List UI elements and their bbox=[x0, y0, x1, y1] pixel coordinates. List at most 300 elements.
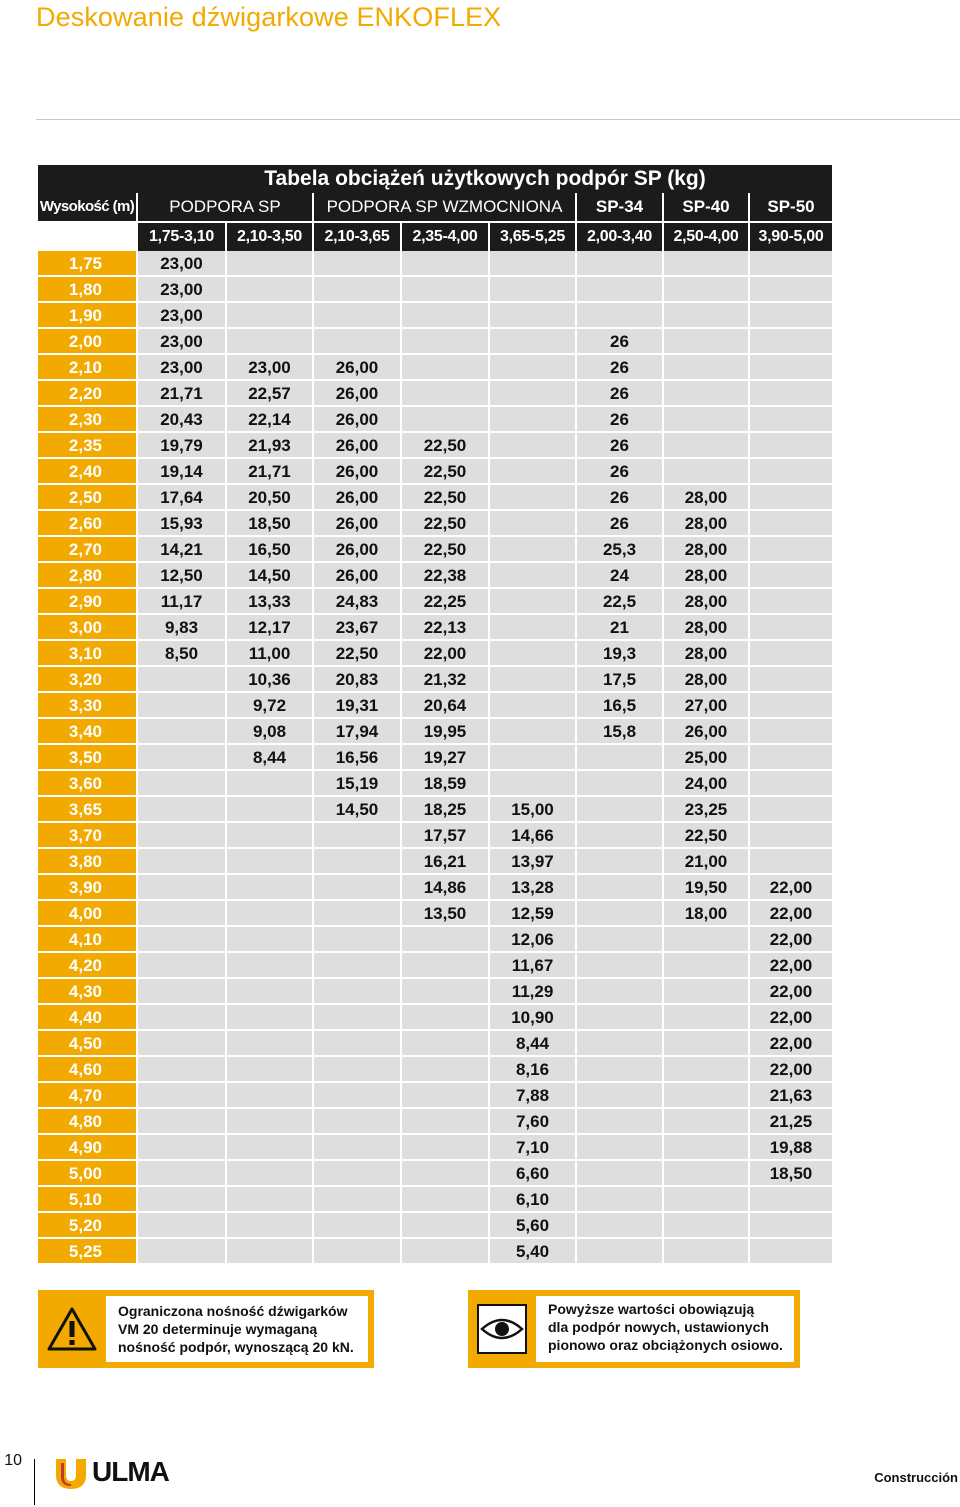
load-cell bbox=[314, 849, 402, 875]
load-cell: 22,00 bbox=[750, 1031, 832, 1057]
table-row bbox=[38, 407, 832, 433]
load-cell bbox=[664, 1057, 750, 1083]
load-cell bbox=[490, 433, 577, 459]
load-cell: 28,00 bbox=[664, 641, 750, 667]
load-cell bbox=[138, 667, 227, 693]
table-row bbox=[38, 563, 832, 589]
load-cell bbox=[664, 1031, 750, 1057]
load-cell bbox=[138, 1187, 227, 1213]
load-cell bbox=[138, 849, 227, 875]
load-cell bbox=[490, 303, 577, 329]
load-cell bbox=[138, 823, 227, 849]
table-row bbox=[38, 901, 832, 927]
load-cell bbox=[314, 1031, 402, 1057]
load-cell bbox=[577, 1005, 664, 1031]
table-row bbox=[38, 1239, 832, 1265]
load-cell bbox=[314, 277, 402, 303]
load-cell: 15,8 bbox=[577, 719, 664, 745]
height-cell: 1,90 bbox=[38, 303, 138, 329]
load-cell bbox=[227, 329, 314, 355]
load-cell bbox=[664, 1239, 750, 1265]
load-cell bbox=[402, 381, 490, 407]
load-cell bbox=[577, 1239, 664, 1265]
range-cell: 3,90-5,00 bbox=[758, 228, 824, 245]
load-cell: 27,00 bbox=[664, 693, 750, 719]
table-row bbox=[38, 797, 832, 823]
table-row bbox=[38, 277, 832, 303]
load-cell: 18,25 bbox=[402, 797, 490, 823]
load-cell: 26 bbox=[577, 407, 664, 433]
table-range-header bbox=[38, 223, 832, 251]
load-cell bbox=[577, 1109, 664, 1135]
load-cell bbox=[664, 251, 750, 277]
load-cell bbox=[314, 1239, 402, 1265]
load-cell: 19,27 bbox=[402, 745, 490, 771]
height-cell: 4,50 bbox=[38, 1031, 138, 1057]
footer-divider bbox=[34, 1459, 35, 1505]
load-cell bbox=[402, 1135, 490, 1161]
height-cell: 4,70 bbox=[38, 1083, 138, 1109]
load-cell: 28,00 bbox=[664, 667, 750, 693]
load-cell: 22,5 bbox=[577, 589, 664, 615]
load-cell: 17,5 bbox=[577, 667, 664, 693]
load-cell bbox=[490, 693, 577, 719]
load-cell: 20,43 bbox=[138, 407, 227, 433]
load-cell: 26,00 bbox=[314, 537, 402, 563]
table-row bbox=[38, 433, 832, 459]
load-cell: 26 bbox=[577, 433, 664, 459]
load-cell bbox=[138, 745, 227, 771]
load-cell bbox=[314, 303, 402, 329]
load-cell: 8,44 bbox=[227, 745, 314, 771]
load-cell bbox=[664, 1187, 750, 1213]
height-cell: 4,10 bbox=[38, 927, 138, 953]
load-cell: 14,66 bbox=[490, 823, 577, 849]
height-cell: 2,60 bbox=[38, 511, 138, 537]
height-cell: 5,25 bbox=[38, 1239, 138, 1265]
table-row bbox=[38, 1005, 832, 1031]
load-cell bbox=[664, 407, 750, 433]
load-cell bbox=[750, 277, 832, 303]
load-cell bbox=[138, 1213, 227, 1239]
load-cell: 12,17 bbox=[227, 615, 314, 641]
range-cell: 2,10-3,65 bbox=[314, 223, 402, 251]
height-cell: 4,30 bbox=[38, 979, 138, 1005]
height-cell: 2,80 bbox=[38, 563, 138, 589]
load-cell: 26 bbox=[577, 329, 664, 355]
note-line: Ograniczona nośność dźwigarków bbox=[118, 1303, 348, 1319]
load-cell bbox=[402, 1109, 490, 1135]
load-cell bbox=[577, 1057, 664, 1083]
load-cell bbox=[227, 1031, 314, 1057]
load-cell bbox=[227, 277, 314, 303]
height-cell: 4,60 bbox=[38, 1057, 138, 1083]
load-cell: 7,60 bbox=[490, 1109, 577, 1135]
height-cell: 5,00 bbox=[38, 1161, 138, 1187]
note-line: dla podpór nowych, ustawionych bbox=[548, 1319, 769, 1335]
load-cell bbox=[402, 303, 490, 329]
height-cell: 2,30 bbox=[38, 407, 138, 433]
load-cell: 10,36 bbox=[227, 667, 314, 693]
load-cell bbox=[227, 771, 314, 797]
load-cell: 6,10 bbox=[490, 1187, 577, 1213]
height-cell: 5,20 bbox=[38, 1213, 138, 1239]
table-row bbox=[38, 1109, 832, 1135]
table-row bbox=[38, 641, 832, 667]
table-row bbox=[38, 537, 832, 563]
height-cell: 2,20 bbox=[38, 381, 138, 407]
load-cell bbox=[314, 823, 402, 849]
load-cell bbox=[750, 1213, 832, 1239]
load-cell bbox=[750, 667, 832, 693]
note-line: Powyższe wartości obowiązują bbox=[548, 1301, 755, 1317]
load-cell: 19,31 bbox=[314, 693, 402, 719]
load-cell bbox=[664, 433, 750, 459]
load-cell: 15,93 bbox=[138, 511, 227, 537]
load-cell bbox=[138, 1161, 227, 1187]
load-cell bbox=[750, 355, 832, 381]
load-cell bbox=[227, 1187, 314, 1213]
load-cell bbox=[402, 277, 490, 303]
ulma-logo bbox=[54, 1455, 169, 1489]
load-cell bbox=[664, 277, 750, 303]
load-cell: 22,14 bbox=[227, 407, 314, 433]
load-cell bbox=[138, 979, 227, 1005]
height-cell: 3,80 bbox=[38, 849, 138, 875]
load-cell bbox=[664, 1213, 750, 1239]
range-cell: 2,50-4,00 bbox=[664, 223, 750, 251]
load-cell: 21,93 bbox=[227, 433, 314, 459]
note-load-limit bbox=[38, 1290, 374, 1368]
load-cell bbox=[750, 407, 832, 433]
load-cell bbox=[664, 1161, 750, 1187]
table-row bbox=[38, 979, 832, 1005]
load-cell bbox=[402, 1213, 490, 1239]
load-cell bbox=[490, 563, 577, 589]
load-cell: 21 bbox=[577, 615, 664, 641]
table-row bbox=[38, 745, 832, 771]
height-cell: 1,75 bbox=[38, 251, 138, 277]
load-cell bbox=[227, 979, 314, 1005]
load-cell: 26 bbox=[577, 355, 664, 381]
load-cell bbox=[314, 251, 402, 277]
load-cell bbox=[750, 849, 832, 875]
load-cell: 12,59 bbox=[490, 901, 577, 927]
load-cell bbox=[227, 1161, 314, 1187]
load-cell bbox=[577, 1187, 664, 1213]
load-cell bbox=[490, 277, 577, 303]
load-cell bbox=[577, 771, 664, 797]
load-cell bbox=[664, 1109, 750, 1135]
load-cell bbox=[750, 615, 832, 641]
load-cell: 14,50 bbox=[227, 563, 314, 589]
load-cell bbox=[577, 1135, 664, 1161]
load-cell bbox=[402, 329, 490, 355]
load-cell: 21,00 bbox=[664, 849, 750, 875]
load-cell: 22,25 bbox=[402, 589, 490, 615]
load-cell bbox=[227, 1239, 314, 1265]
load-cell bbox=[577, 797, 664, 823]
load-cell: 23,00 bbox=[138, 277, 227, 303]
load-cell: 26,00 bbox=[314, 433, 402, 459]
load-cell bbox=[577, 1083, 664, 1109]
load-cell: 19,88 bbox=[750, 1135, 832, 1161]
load-cell: 20,50 bbox=[227, 485, 314, 511]
load-cell: 22,00 bbox=[750, 979, 832, 1005]
note-validity bbox=[468, 1290, 800, 1368]
height-cell: 3,10 bbox=[38, 641, 138, 667]
load-cell bbox=[314, 1187, 402, 1213]
load-cell bbox=[750, 745, 832, 771]
warning-triangle-icon bbox=[38, 1290, 106, 1368]
load-cell: 22,38 bbox=[402, 563, 490, 589]
header-sp40: SP-40 bbox=[664, 193, 750, 221]
load-cell bbox=[577, 1031, 664, 1057]
load-cell bbox=[664, 459, 750, 485]
load-cell: 25,00 bbox=[664, 745, 750, 771]
load-cell: 11,67 bbox=[490, 953, 577, 979]
table-row bbox=[38, 1187, 832, 1213]
load-cell: 8,44 bbox=[490, 1031, 577, 1057]
load-cell bbox=[138, 693, 227, 719]
height-cell: 4,00 bbox=[38, 901, 138, 927]
load-cell bbox=[227, 849, 314, 875]
load-cell: 22,00 bbox=[750, 953, 832, 979]
load-cell bbox=[577, 927, 664, 953]
load-cell: 10,90 bbox=[490, 1005, 577, 1031]
load-cell: 14,50 bbox=[314, 797, 402, 823]
range-cell: 2,10-3,50 bbox=[227, 223, 314, 251]
load-cell bbox=[577, 1161, 664, 1187]
load-cell: 23,00 bbox=[138, 251, 227, 277]
load-cell bbox=[490, 719, 577, 745]
height-cell: 2,00 bbox=[38, 329, 138, 355]
load-cell: 15,00 bbox=[490, 797, 577, 823]
height-cell: 2,50 bbox=[38, 485, 138, 511]
load-cell bbox=[490, 511, 577, 537]
note-line: VM 20 determinuje wymaganą bbox=[118, 1321, 318, 1337]
load-cell: 16,21 bbox=[402, 849, 490, 875]
load-cell: 28,00 bbox=[664, 615, 750, 641]
load-cell bbox=[402, 979, 490, 1005]
load-cell: 26,00 bbox=[314, 459, 402, 485]
load-cell: 12,50 bbox=[138, 563, 227, 589]
load-cell bbox=[577, 251, 664, 277]
load-cell: 21,71 bbox=[138, 381, 227, 407]
header-height: Wysokość (m) bbox=[38, 193, 138, 221]
load-cell: 21,25 bbox=[750, 1109, 832, 1135]
load-cell bbox=[227, 927, 314, 953]
height-cell: 4,20 bbox=[38, 953, 138, 979]
load-cell: 21,63 bbox=[750, 1083, 832, 1109]
load-cell bbox=[577, 277, 664, 303]
load-cell bbox=[314, 1161, 402, 1187]
load-cell bbox=[138, 953, 227, 979]
height-cell: 4,40 bbox=[38, 1005, 138, 1031]
load-cell bbox=[750, 641, 832, 667]
table-row bbox=[38, 303, 832, 329]
table-group-header bbox=[38, 193, 832, 223]
table-row bbox=[38, 875, 832, 901]
load-cell: 16,50 bbox=[227, 537, 314, 563]
load-cell bbox=[402, 1031, 490, 1057]
load-cell: 26 bbox=[577, 381, 664, 407]
load-cell: 17,94 bbox=[314, 719, 402, 745]
load-cell bbox=[664, 927, 750, 953]
table-row bbox=[38, 1057, 832, 1083]
load-cell bbox=[490, 407, 577, 433]
load-cell bbox=[490, 589, 577, 615]
load-cell: 25,3 bbox=[577, 537, 664, 563]
load-cell: 22,50 bbox=[402, 511, 490, 537]
load-cell bbox=[750, 797, 832, 823]
load-cell: 26,00 bbox=[314, 355, 402, 381]
load-cell: 19,50 bbox=[664, 875, 750, 901]
load-cell bbox=[750, 381, 832, 407]
load-cell bbox=[227, 1005, 314, 1031]
table-title: Tabela obciążeń użytkowych podpór SP (kg) bbox=[38, 165, 832, 193]
load-cell bbox=[402, 1239, 490, 1265]
height-cell: 1,80 bbox=[38, 277, 138, 303]
load-cell bbox=[750, 563, 832, 589]
load-cell bbox=[490, 329, 577, 355]
load-cell: 7,88 bbox=[490, 1083, 577, 1109]
load-cell bbox=[314, 979, 402, 1005]
load-cell: 14,86 bbox=[402, 875, 490, 901]
height-cell: 3,20 bbox=[38, 667, 138, 693]
table-row bbox=[38, 771, 832, 797]
table-row bbox=[38, 927, 832, 953]
range-cell: 3,65-5,25 bbox=[490, 223, 577, 251]
table-row bbox=[38, 355, 832, 381]
table-row bbox=[38, 1083, 832, 1109]
load-cell bbox=[227, 303, 314, 329]
load-cell: 19,3 bbox=[577, 641, 664, 667]
load-cell: 11,00 bbox=[227, 641, 314, 667]
load-cell bbox=[402, 355, 490, 381]
table-row bbox=[38, 1213, 832, 1239]
load-cell: 13,97 bbox=[490, 849, 577, 875]
load-cell: 24,83 bbox=[314, 589, 402, 615]
load-cell bbox=[138, 1083, 227, 1109]
load-cell bbox=[314, 1057, 402, 1083]
load-cell: 18,59 bbox=[402, 771, 490, 797]
load-cell bbox=[314, 953, 402, 979]
load-cell bbox=[664, 953, 750, 979]
load-cell bbox=[138, 1005, 227, 1031]
load-cell: 22,00 bbox=[750, 1057, 832, 1083]
load-cell bbox=[750, 251, 832, 277]
load-cell: 9,08 bbox=[227, 719, 314, 745]
load-cell bbox=[402, 251, 490, 277]
table-row bbox=[38, 849, 832, 875]
load-cell bbox=[490, 485, 577, 511]
load-cell bbox=[750, 329, 832, 355]
height-cell: 3,50 bbox=[38, 745, 138, 771]
load-cell bbox=[314, 329, 402, 355]
load-cell bbox=[577, 901, 664, 927]
table-body bbox=[38, 251, 832, 1265]
header-podpora-sp-wzmocniona: PODPORA SP WZMOCNIONA bbox=[314, 193, 577, 221]
height-cell: 2,10 bbox=[38, 355, 138, 381]
range-cell: 2,35-4,00 bbox=[402, 223, 490, 251]
load-cell: 19,95 bbox=[402, 719, 490, 745]
load-cell bbox=[577, 303, 664, 329]
load-cell bbox=[138, 1057, 227, 1083]
load-cell bbox=[138, 797, 227, 823]
load-cell bbox=[227, 1213, 314, 1239]
load-cell: 23,00 bbox=[138, 303, 227, 329]
load-cell: 22,00 bbox=[750, 1005, 832, 1031]
load-cell: 16,5 bbox=[577, 693, 664, 719]
height-cell: 4,90 bbox=[38, 1135, 138, 1161]
load-cell bbox=[750, 1239, 832, 1265]
load-cell bbox=[227, 1109, 314, 1135]
page-number: 10 bbox=[4, 1452, 22, 1469]
load-cell: 28,00 bbox=[664, 589, 750, 615]
load-cell bbox=[577, 849, 664, 875]
load-cell: 19,79 bbox=[138, 433, 227, 459]
load-cell: 22,00 bbox=[750, 927, 832, 953]
load-cell: 7,10 bbox=[490, 1135, 577, 1161]
load-cell: 28,00 bbox=[664, 563, 750, 589]
footer-brand: Construcción bbox=[874, 1470, 958, 1485]
height-cell: 3,65 bbox=[38, 797, 138, 823]
load-cell: 22,13 bbox=[402, 615, 490, 641]
load-cell bbox=[402, 1005, 490, 1031]
load-cell bbox=[664, 1083, 750, 1109]
load-cell bbox=[227, 875, 314, 901]
load-cell: 23,25 bbox=[664, 797, 750, 823]
load-cell bbox=[490, 537, 577, 563]
load-cell bbox=[490, 381, 577, 407]
load-cell bbox=[490, 251, 577, 277]
height-cell: 5,10 bbox=[38, 1187, 138, 1213]
load-cell: 11,29 bbox=[490, 979, 577, 1005]
note-line: nośność podpór, wynoszącą 20 kN. bbox=[118, 1339, 354, 1355]
load-cell bbox=[227, 953, 314, 979]
load-cell bbox=[664, 355, 750, 381]
load-cell bbox=[138, 901, 227, 927]
load-cell: 24,00 bbox=[664, 771, 750, 797]
table-row bbox=[38, 1161, 832, 1187]
load-cell bbox=[577, 823, 664, 849]
load-cell: 26,00 bbox=[314, 381, 402, 407]
load-cell: 26 bbox=[577, 485, 664, 511]
load-cell bbox=[314, 1213, 402, 1239]
load-cell: 23,00 bbox=[138, 355, 227, 381]
load-cell bbox=[664, 329, 750, 355]
load-cell bbox=[490, 615, 577, 641]
load-cell: 17,64 bbox=[138, 485, 227, 511]
note-text bbox=[536, 1296, 794, 1362]
load-cell: 24 bbox=[577, 563, 664, 589]
load-cell: 22,50 bbox=[314, 641, 402, 667]
load-cell bbox=[138, 1109, 227, 1135]
load-cell: 23,00 bbox=[138, 329, 227, 355]
load-cell bbox=[138, 927, 227, 953]
table-row bbox=[38, 1135, 832, 1161]
load-cell bbox=[138, 875, 227, 901]
load-cell: 5,40 bbox=[490, 1239, 577, 1265]
load-cell: 22,50 bbox=[402, 459, 490, 485]
load-cell: 16,56 bbox=[314, 745, 402, 771]
table-row bbox=[38, 667, 832, 693]
height-cell: 4,80 bbox=[38, 1109, 138, 1135]
load-cell bbox=[314, 1005, 402, 1031]
load-cell bbox=[577, 979, 664, 1005]
table-row bbox=[38, 459, 832, 485]
